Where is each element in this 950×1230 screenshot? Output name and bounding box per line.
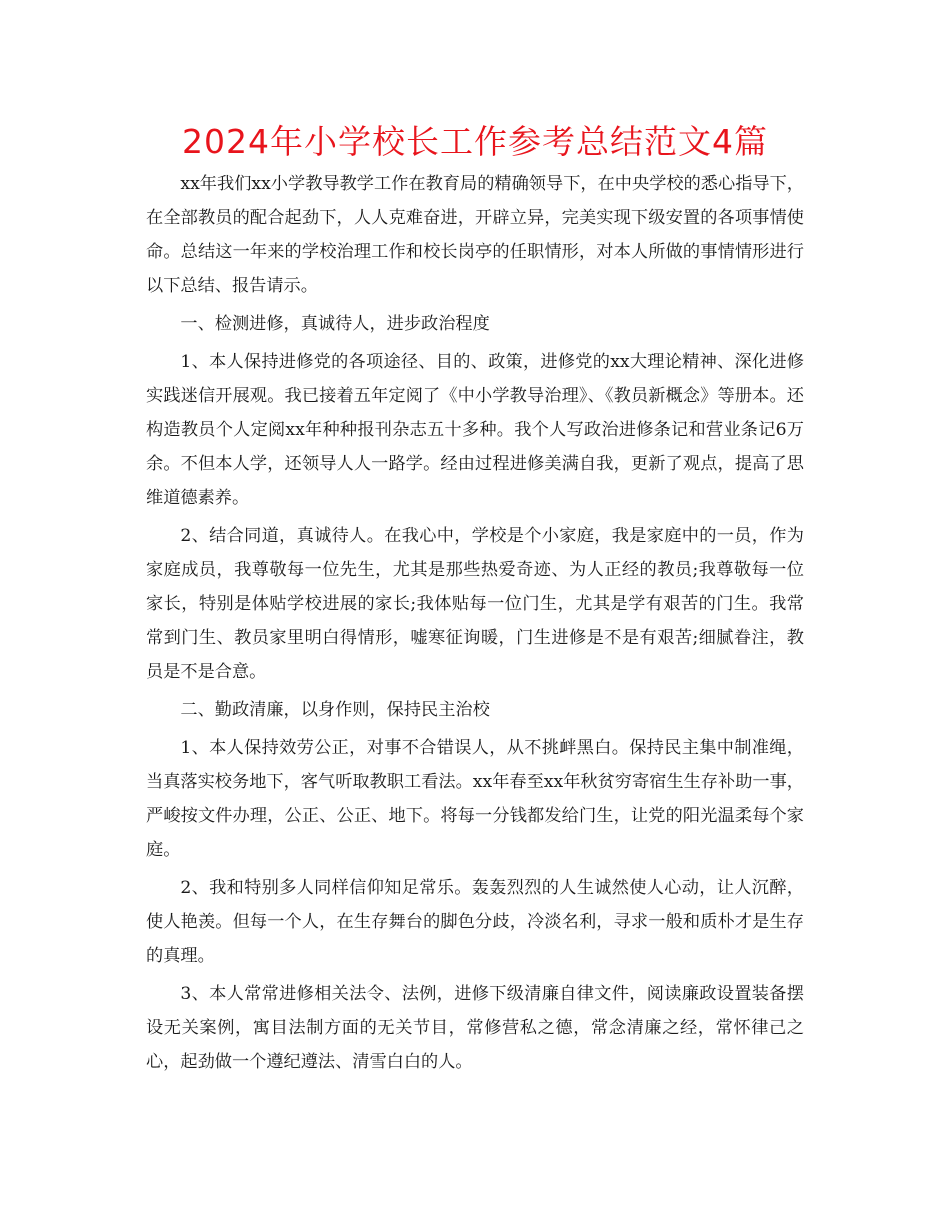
body-paragraph: 1、本人保持进修党的各项途径、目的、政策，进修党的xx大理论精神、深化进修实践迷信开展观。我已接着五年定阅了《中小学教导治理》、《教员新概念》等册本。还构造教员个人定阅xx年种种报刊杂志五十多种。我个人写政治进修条记和营业条记6万余。不但本人学，还领导人人一路学。经由过程进修美满自我，更新了观点，提高了思维道德素养。 <box>146 352 804 508</box>
body-paragraph: 2、我和特别多人同样信仰知足常乐。轰轰烈烈的人生诚然使人心动，让人沉醉，使人艳羡。但每一个人，在生存舞台的脚色分歧，冷淡名利，寻求一般和质朴才是生存的真理。 <box>146 878 804 966</box>
section-heading-2: 二、勤政清廉，以身作则，保持民主治校 <box>180 700 490 720</box>
body-paragraph: 2、结合同道，真诚待人。在我心中，学校是个小家庭，我是家庭中的一员，作为家庭成员，我尊敬每一位先生，尤其是那些热爱奇迹、为人正经的教员;我尊敬每一位家长，特别是体贴学校进展的家长;我体贴每一位门生，尤其是学有艰苦的门生。我常常到门生、教员家里明白得情形，嘘寒征询暖，门生进修是不是有艰苦;细腻眷注，教员是不是合意。 <box>146 526 804 682</box>
body-paragraph: 3、本人常常进修相关法令、法例，进修下级清廉自律文件，阅读廉政设置装备摆设无关案例，寓目法制方面的无关节目，常修营私之德，常念清廉之经，常怀律己之心，起劲做一个遵纪遵法、清雪白白的人。 <box>146 984 804 1072</box>
document-body <box>146 167 804 1083</box>
body-paragraph: 1、本人保持效劳公正，对事不合错误人，从不挑衅黑白。保持民主集中制准绳，当真落实校务地下，客气听取教职工看法。xx年春至xx年秋贫穷寄宿生生存补助一事，严峻按文件办理，公正、公正、地下。将每一分钱都发给门生，让党的阳光温柔每个家庭。 <box>146 738 804 860</box>
section-heading-1: 一、检测进修，真诚待人，进步政治程度 <box>180 314 490 334</box>
intro-paragraph: xx年我们xx小学教导教学工作在教育局的精确领导下，在中央学校的悉心指导下，在全部教员的配合起劲下，人人克难奋进，开辟立异，完美实现下级安置的各项事情使命。总结这一年来的学校治理工作和校长岗亭的任职情形，对本人所做的事情情形进行以下总结、报告请示。 <box>146 174 804 296</box>
document-title: 2024年小学校长工作参考总结范文4篇 <box>182 122 768 161</box>
